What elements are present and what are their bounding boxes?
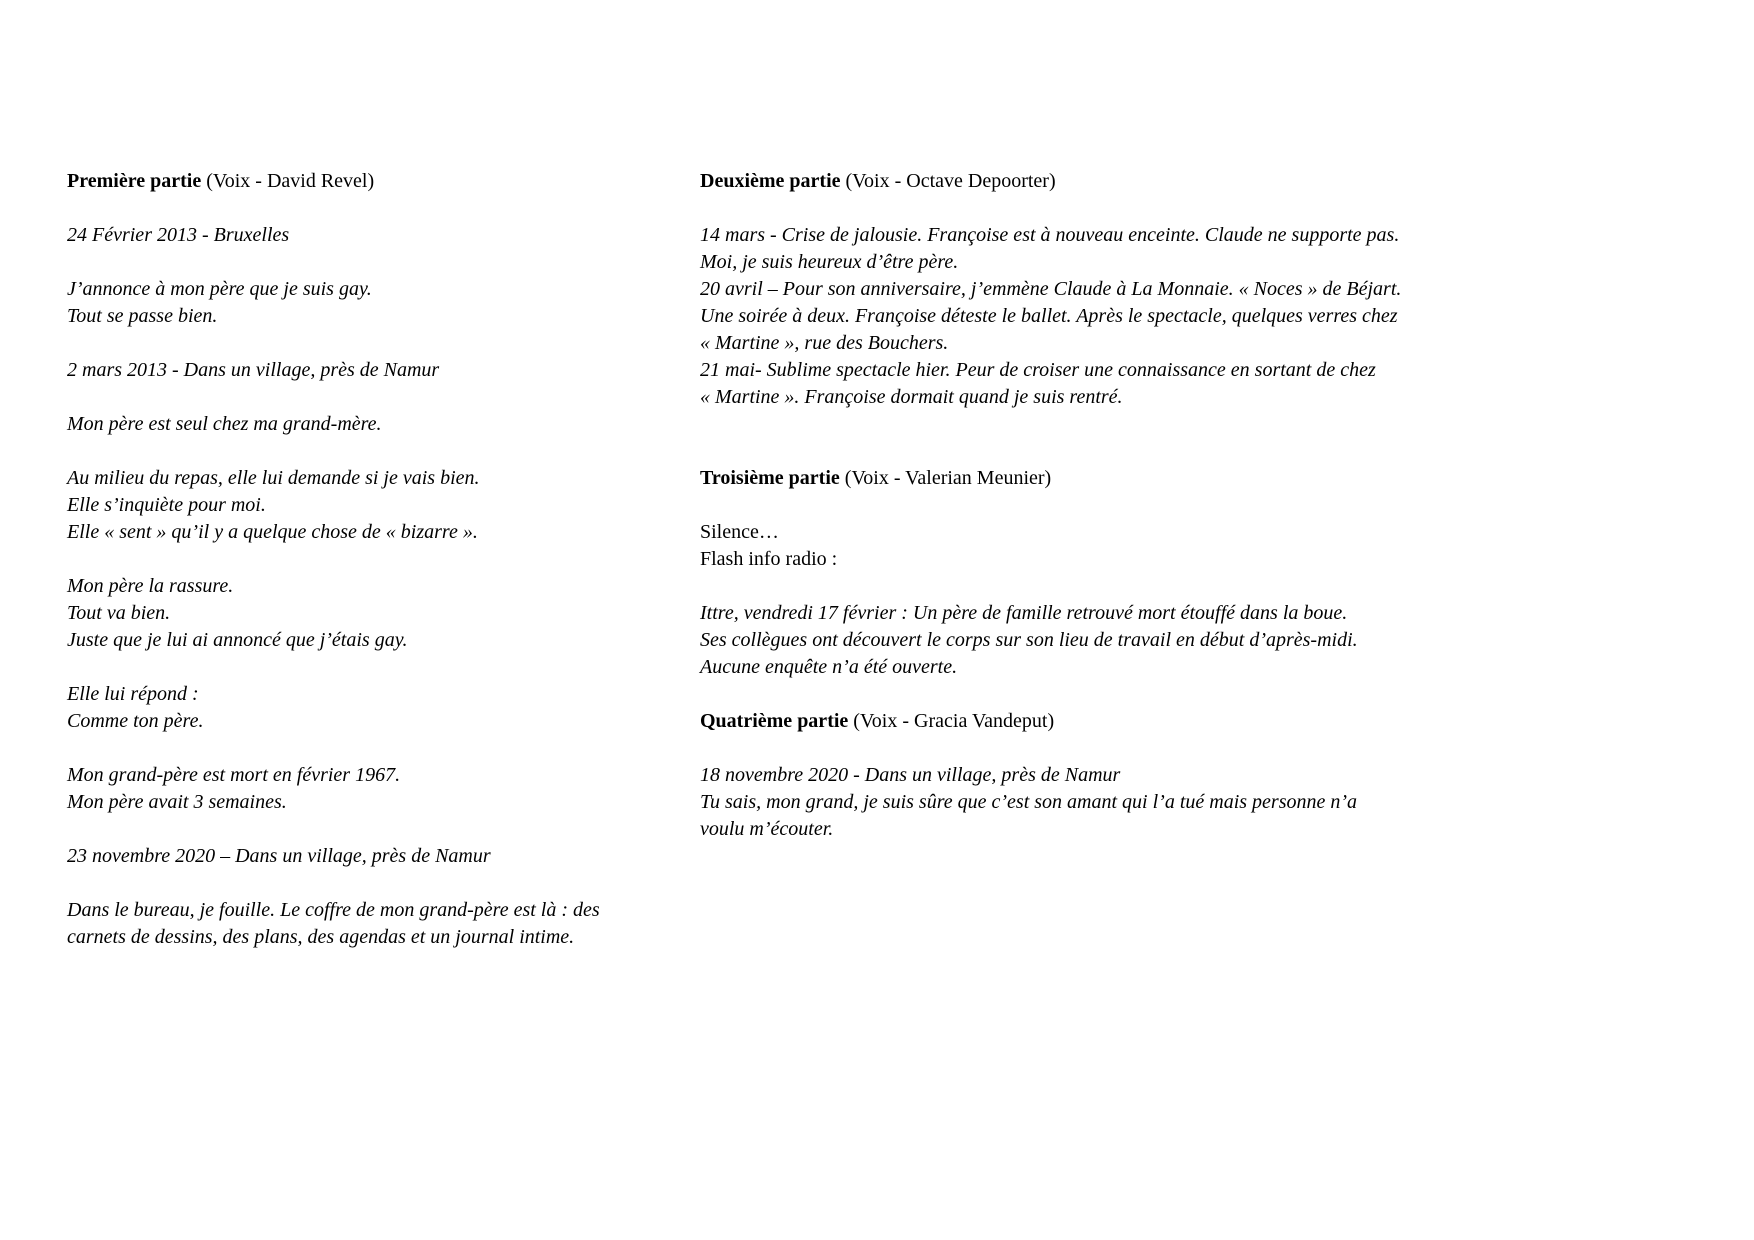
paragraph	[700, 600, 1530, 681]
paragraph	[700, 762, 1530, 843]
paragraph-line: J’annonce à mon père que je suis gay.	[67, 278, 372, 300]
paragraph-line: Elle lui répond :	[67, 683, 199, 705]
section-voice: (Voix - David Revel)	[201, 170, 375, 192]
paragraph-line: 18 novembre 2020 - Dans un village, près de Namur	[700, 764, 1121, 786]
section-voice: (Voix - Valerian Meunier)	[839, 467, 1052, 489]
section-heading	[700, 465, 1530, 492]
paragraph	[67, 843, 707, 870]
paragraph-line: 2 mars 2013 - Dans un village, près de Namur	[67, 359, 440, 381]
section-title: Quatrième partie	[700, 710, 849, 732]
paragraph-line: Aucune enquête n’a été ouverte.	[700, 656, 958, 678]
paragraph-line: « Martine », rue des Bouchers.	[700, 332, 949, 354]
paragraph	[67, 357, 707, 384]
paragraph-line: carnets de dessins, des plans, des agendas et un journal intime.	[67, 926, 575, 948]
paragraph-line: 14 mars - Crise de jalousie. Françoise est à nouveau enceinte. Claude ne supporte pas.	[700, 224, 1400, 246]
paragraph	[67, 762, 707, 816]
paragraph-line: Tu sais, mon grand, je suis sûre que c’est son amant qui l’a tué mais personne n’a	[700, 791, 1358, 813]
paragraph	[67, 411, 707, 438]
paragraph	[67, 222, 707, 249]
paragraph-line: Juste que je lui ai annoncé que j’étais gay.	[67, 629, 408, 651]
paragraph-line: « Martine ». Françoise dormait quand je suis rentré.	[700, 386, 1123, 408]
paragraph-line: voulu m’écouter.	[700, 818, 834, 840]
paragraph-line: Tout va bien.	[67, 602, 171, 624]
paragraph	[700, 519, 1530, 573]
paragraph-spacer	[700, 438, 1530, 465]
paragraph-line: 24 Février 2013 - Bruxelles	[67, 224, 290, 246]
right-column	[700, 168, 1530, 870]
section-heading	[67, 168, 707, 195]
paragraph	[700, 222, 1530, 411]
paragraph-line: Mon père est seul chez ma grand-mère.	[67, 413, 382, 435]
paragraph-line: Au milieu du repas, elle lui demande si je vais bien.	[67, 467, 480, 489]
paragraph-line: Flash info radio :	[700, 548, 838, 570]
section-title: Première partie	[67, 170, 202, 192]
paragraph-line: Dans le bureau, je fouille. Le coffre de mon grand-père est là : des	[67, 899, 600, 921]
paragraph-line: Moi, je suis heureux d’être père.	[700, 251, 959, 273]
paragraph-line: Silence…	[700, 521, 779, 543]
paragraph	[67, 465, 707, 546]
paragraph	[67, 276, 707, 330]
paragraph-line: Elle s’inquiète pour moi.	[67, 494, 266, 516]
left-column	[67, 168, 707, 978]
paragraph-line: Mon grand-père est mort en février 1967.	[67, 764, 401, 786]
paragraph-line: 20 avril – Pour son anniversaire, j’emmène Claude à La Monnaie. « Noces » de Béjart.	[700, 278, 1402, 300]
paragraph-line: 23 novembre 2020 – Dans un village, près de Namur	[67, 845, 491, 867]
paragraph	[67, 573, 707, 654]
section-voice: (Voix - Gracia Vandeput)	[848, 710, 1055, 732]
paragraph-line: Ses collègues ont découvert le corps sur son lieu de travail en début d’après-midi.	[700, 629, 1358, 651]
paragraph	[67, 681, 707, 735]
paragraph-line: Ittre, vendredi 17 février : Un père de famille retrouvé mort étouffé dans la boue.	[700, 602, 1348, 624]
paragraph-line: 21 mai- Sublime spectacle hier. Peur de croiser une connaissance en sortant de chez	[700, 359, 1376, 381]
section-heading	[700, 708, 1530, 735]
section-heading	[700, 168, 1530, 195]
section-voice: (Voix - Octave Depoorter)	[840, 170, 1056, 192]
section-title: Deuxième partie	[700, 170, 841, 192]
paragraph-line: Mon père avait 3 semaines.	[67, 791, 287, 813]
paragraph-line: Une soirée à deux. Françoise déteste le ballet. Après le spectacle, quelques verres chez	[700, 305, 1398, 327]
paragraph	[67, 897, 707, 951]
section-title: Troisième partie	[700, 467, 840, 489]
paragraph-line: Mon père la rassure.	[67, 575, 234, 597]
paragraph-line: Comme ton père.	[67, 710, 204, 732]
paragraph-line: Elle « sent » qu’il y a quelque chose de « bizarre ».	[67, 521, 478, 543]
paragraph-line: Tout se passe bien.	[67, 305, 218, 327]
